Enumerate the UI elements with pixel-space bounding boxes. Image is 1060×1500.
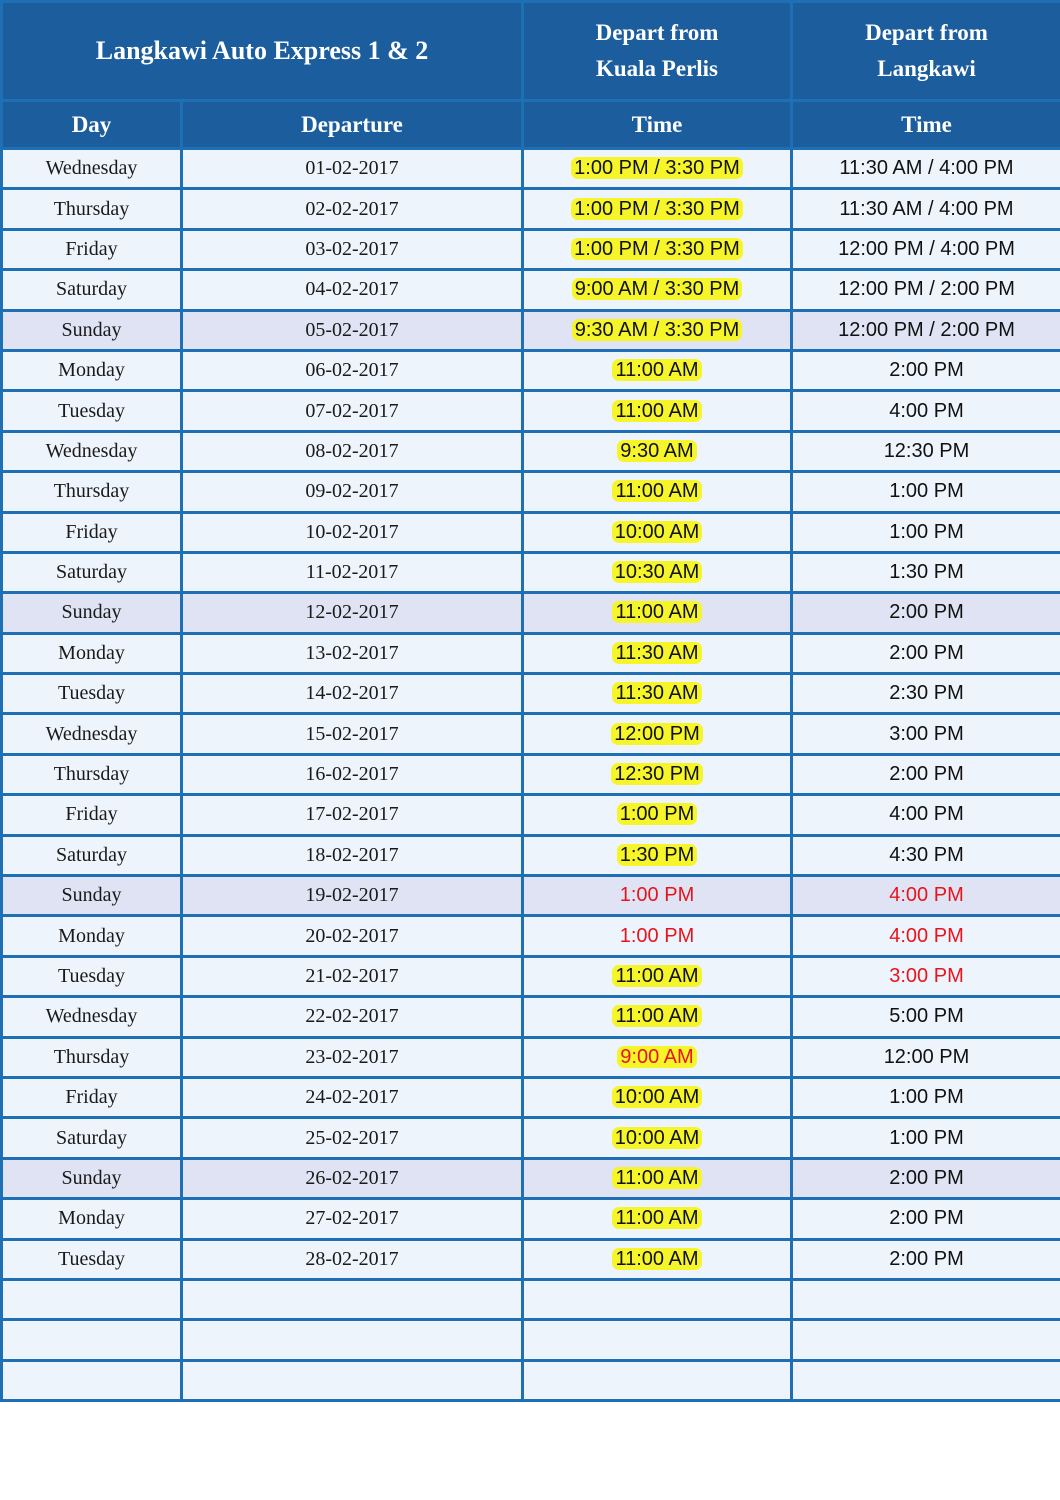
kuala-perlis-time-cell [523,189,792,229]
kuala-perlis-time-cell [523,876,792,916]
table-row [2,674,1060,714]
day-cell: Sunday [2,876,182,916]
langkawi-time-cell [792,1199,1060,1239]
kuala-perlis-time-cell [523,229,792,269]
langkawi-time: 2:00 PM [889,1166,964,1189]
day-cell: Wednesday [2,149,182,189]
langkawi-time: 1:00 PM [889,1126,964,1149]
kuala-perlis-time-cell [523,754,792,794]
langkawi-time-cell [792,552,1060,592]
kuala-perlis-time-cell [523,1118,792,1158]
langkawi-time: 12:30 PM [883,439,970,462]
table-row [2,1320,1060,1360]
day-cell: Sunday [2,1158,182,1198]
langkawi-time-cell [792,189,1060,229]
langkawi-time-cell [792,1360,1060,1400]
kuala-perlis-time: 1:00 PM [617,803,697,825]
kuala-perlis-time-cell [523,916,792,956]
kuala-perlis-time: 12:00 PM [611,723,703,745]
kuala-perlis-time: 11:00 AM [612,601,701,623]
departure-date-cell: 24-02-2017 [182,1077,523,1117]
kuala-perlis-time: 10:00 AM [612,1086,703,1108]
table-row [2,431,1060,471]
departure-date-cell: 27-02-2017 [182,1199,523,1239]
kuala-perlis-time-cell [523,350,792,390]
day-cell: Wednesday [2,714,182,754]
day-cell: Saturday [2,270,182,310]
kuala-perlis-time: 11:00 AM [612,480,701,502]
langkawi-time-cell [792,1279,1060,1319]
langkawi-time-cell [792,1239,1060,1279]
day-cell: Saturday [2,1118,182,1158]
kuala-perlis-time-cell [523,835,792,875]
departure-date-cell: 10-02-2017 [182,512,523,552]
langkawi-time-cell [792,916,1060,956]
kuala-perlis-time-cell [523,552,792,592]
kuala-perlis-time-cell [523,431,792,471]
langkawi-time: 1:00 PM [889,520,964,543]
kuala-perlis-time-cell [523,512,792,552]
table-row [2,350,1060,390]
kuala-perlis-time: 1:00 PM / 3:30 PM [571,238,743,260]
day-cell: Friday [2,512,182,552]
table-row [2,754,1060,794]
kuala-perlis-time: 11:00 AM [612,1248,701,1270]
table-row [2,1118,1060,1158]
departure-date-cell [182,1279,523,1319]
kuala-perlis-time: 1:30 PM [617,844,697,866]
day-cell: Monday [2,350,182,390]
departure-date-cell: 07-02-2017 [182,391,523,431]
table-row [2,552,1060,592]
departure-date-cell: 09-02-2017 [182,472,523,512]
kuala-perlis-time-cell [523,633,792,673]
langkawi-time: 2:30 PM [889,682,964,705]
langkawi-header-text: Depart from Langkawi [865,20,988,81]
day-cell: Tuesday [2,956,182,996]
kuala-perlis-time-header: Time [523,101,792,149]
header-row-main [2,2,1060,101]
day-cell [2,1320,182,1360]
langkawi-time-cell [792,310,1060,350]
langkawi-time-cell [792,754,1060,794]
kuala-perlis-time: 9:00 AM / 3:30 PM [572,278,743,300]
langkawi-column-header [792,2,1060,101]
table-row [2,229,1060,269]
day-cell: Monday [2,916,182,956]
langkawi-time: 12:00 PM / 4:00 PM [838,237,1015,260]
departure-date-cell: 18-02-2017 [182,835,523,875]
table-row [2,835,1060,875]
langkawi-time: 3:00 PM [889,722,964,745]
langkawi-time-cell [792,391,1060,431]
langkawi-time-cell [792,714,1060,754]
departure-date-cell: 01-02-2017 [182,149,523,189]
day-cell: Monday [2,633,182,673]
table-row [2,1199,1060,1239]
day-cell: Thursday [2,472,182,512]
kuala-perlis-time-cell [523,1279,792,1319]
kuala-perlis-time-cell [523,795,792,835]
langkawi-time-cell [792,633,1060,673]
kuala-perlis-time: 9:30 AM / 3:30 PM [572,319,743,341]
langkawi-time: 12:00 PM / 2:00 PM [838,278,1015,301]
kuala-perlis-time: 10:00 AM [612,1127,703,1149]
langkawi-time: 1:00 PM [889,480,964,503]
langkawi-time: 4:00 PM [889,924,964,947]
langkawi-time-cell [792,1320,1060,1360]
kuala-perlis-time-cell [523,714,792,754]
departure-date-cell: 26-02-2017 [182,1158,523,1198]
table-row [2,512,1060,552]
langkawi-time-cell [792,956,1060,996]
langkawi-time: 1:30 PM [889,561,964,584]
kuala-perlis-time: 9:30 AM [617,440,696,462]
kuala-perlis-time-cell [523,1199,792,1239]
langkawi-time-cell [792,350,1060,390]
langkawi-time: 11:30 AM / 4:00 PM [839,157,1014,180]
departure-date-cell: 28-02-2017 [182,1239,523,1279]
langkawi-time: 3:00 PM [889,965,964,987]
day-cell [2,1360,182,1400]
day-cell: Saturday [2,552,182,592]
day-cell [2,1279,182,1319]
day-cell: Tuesday [2,674,182,714]
departure-date-cell: 20-02-2017 [182,916,523,956]
kuala-perlis-time-cell [523,1360,792,1400]
langkawi-time: 11:30 AM / 4:00 PM [839,197,1014,220]
kuala-perlis-time-cell [523,997,792,1037]
kuala-perlis-time: 1:00 PM [619,884,695,907]
departure-date-cell: 14-02-2017 [182,674,523,714]
departure-date-cell [182,1320,523,1360]
table-row [2,795,1060,835]
day-cell: Thursday [2,754,182,794]
schedule-title: Langkawi Auto Express 1 & 2 [2,2,523,101]
langkawi-time-cell [792,229,1060,269]
langkawi-time: 2:00 PM [889,1207,964,1230]
table-row [2,633,1060,673]
table-row [2,916,1060,956]
kuala-perlis-time-cell [523,674,792,714]
langkawi-time: 4:00 PM [889,803,964,826]
kuala-perlis-time-cell [523,593,792,633]
table-row [2,593,1060,633]
departure-date-cell: 04-02-2017 [182,270,523,310]
departure-date-cell: 11-02-2017 [182,552,523,592]
header-row-sub [2,101,1060,149]
langkawi-time: 12:00 PM [883,1045,970,1068]
departure-date-cell: 15-02-2017 [182,714,523,754]
table-row [2,149,1060,189]
day-cell: Sunday [2,593,182,633]
departure-date-cell: 05-02-2017 [182,310,523,350]
kuala-perlis-column-header [523,2,792,101]
kuala-perlis-time: 11:30 AM [612,642,701,664]
langkawi-time-cell [792,1118,1060,1158]
table-row [2,270,1060,310]
langkawi-time-cell [792,1158,1060,1198]
kuala-perlis-time: 1:00 PM / 3:30 PM [571,198,743,220]
kuala-perlis-time-cell [523,1320,792,1360]
langkawi-time-cell [792,593,1060,633]
table-row [2,189,1060,229]
day-cell: Saturday [2,835,182,875]
departure-date-cell: 08-02-2017 [182,431,523,471]
langkawi-time: 4:30 PM [889,843,964,866]
langkawi-time: 2:00 PM [889,601,964,624]
langkawi-time: 2:00 PM [889,359,964,382]
day-cell: Wednesday [2,431,182,471]
langkawi-time: 2:00 PM [889,1247,964,1270]
departure-date-cell: 23-02-2017 [182,1037,523,1077]
kuala-perlis-time-cell [523,1077,792,1117]
departure-date-cell: 19-02-2017 [182,876,523,916]
departure-date-cell: 02-02-2017 [182,189,523,229]
langkawi-time-cell [792,795,1060,835]
day-column-header: Day [2,101,182,149]
day-cell: Friday [2,229,182,269]
departure-date-cell: 12-02-2017 [182,593,523,633]
departure-date-cell: 22-02-2017 [182,997,523,1037]
kuala-perlis-time: 10:00 AM [612,521,703,543]
day-cell: Tuesday [2,391,182,431]
langkawi-time: 2:00 PM [889,763,964,786]
kuala-perlis-time: 10:30 AM [612,561,703,583]
day-cell: Tuesday [2,1239,182,1279]
table-row [2,876,1060,916]
kuala-perlis-time: 11:30 AM [612,682,701,704]
table-row [2,1360,1060,1400]
day-cell: Friday [2,1077,182,1117]
table-row [2,1239,1060,1279]
langkawi-time: 2:00 PM [889,641,964,664]
kuala-perlis-time-cell [523,391,792,431]
kuala-perlis-time: 11:00 AM [612,1207,701,1229]
table-row [2,391,1060,431]
table-row [2,1037,1060,1077]
day-cell: Thursday [2,189,182,229]
schedule-body [2,149,1060,1401]
kuala-perlis-time-cell [523,149,792,189]
kuala-perlis-time: 11:00 AM [612,1167,701,1189]
kuala-perlis-time: 12:30 PM [611,763,703,785]
departure-date-cell [182,1360,523,1400]
day-cell: Thursday [2,1037,182,1077]
kuala-perlis-time: 11:00 AM [612,965,701,987]
day-cell: Monday [2,1199,182,1239]
table-row [2,997,1060,1037]
kuala-perlis-time-cell [523,956,792,996]
departure-date-cell: 25-02-2017 [182,1118,523,1158]
kuala-perlis-time: 9:00 AM [617,1046,696,1068]
kuala-perlis-time: 11:00 AM [612,400,701,422]
langkawi-time-cell [792,835,1060,875]
langkawi-time-cell [792,1037,1060,1077]
langkawi-time-cell [792,431,1060,471]
langkawi-time-cell [792,1077,1060,1117]
table-row [2,956,1060,996]
kuala-perlis-time-cell [523,472,792,512]
langkawi-time: 4:00 PM [889,399,964,422]
departure-date-cell: 21-02-2017 [182,956,523,996]
langkawi-time-cell [792,472,1060,512]
kuala-perlis-time: 1:00 PM / 3:30 PM [571,157,743,179]
kuala-perlis-time: 1:00 PM [619,924,695,947]
langkawi-time: 5:00 PM [889,1005,964,1028]
kuala-perlis-time-cell [523,1158,792,1198]
kuala-perlis-header-text: Depart from Kuala Perlis [595,20,719,81]
kuala-perlis-time: 11:00 AM [612,359,701,381]
table-row [2,1077,1060,1117]
langkawi-time-cell [792,149,1060,189]
day-cell: Sunday [2,310,182,350]
table-row [2,1279,1060,1319]
langkawi-time-header: Time [792,101,1060,149]
kuala-perlis-time-cell [523,310,792,350]
departure-column-header: Departure [182,101,523,149]
langkawi-time: 12:00 PM / 2:00 PM [838,318,1015,341]
kuala-perlis-time: 11:00 AM [612,1005,701,1027]
departure-date-cell: 13-02-2017 [182,633,523,673]
langkawi-time-cell [792,674,1060,714]
departure-date-cell: 06-02-2017 [182,350,523,390]
departure-date-cell: 03-02-2017 [182,229,523,269]
table-row [2,714,1060,754]
langkawi-time-cell [792,512,1060,552]
table-row [2,1158,1060,1198]
kuala-perlis-time-cell [523,270,792,310]
day-cell: Friday [2,795,182,835]
langkawi-time-cell [792,997,1060,1037]
langkawi-time: 4:00 PM [889,884,964,907]
day-cell: Wednesday [2,997,182,1037]
kuala-perlis-time-cell [523,1239,792,1279]
table-row [2,472,1060,512]
kuala-perlis-time-cell [523,1037,792,1077]
langkawi-time: 1:00 PM [889,1086,964,1109]
langkawi-time-cell [792,270,1060,310]
departure-date-cell: 17-02-2017 [182,795,523,835]
table-row [2,310,1060,350]
departure-date-cell: 16-02-2017 [182,754,523,794]
langkawi-time-cell [792,876,1060,916]
